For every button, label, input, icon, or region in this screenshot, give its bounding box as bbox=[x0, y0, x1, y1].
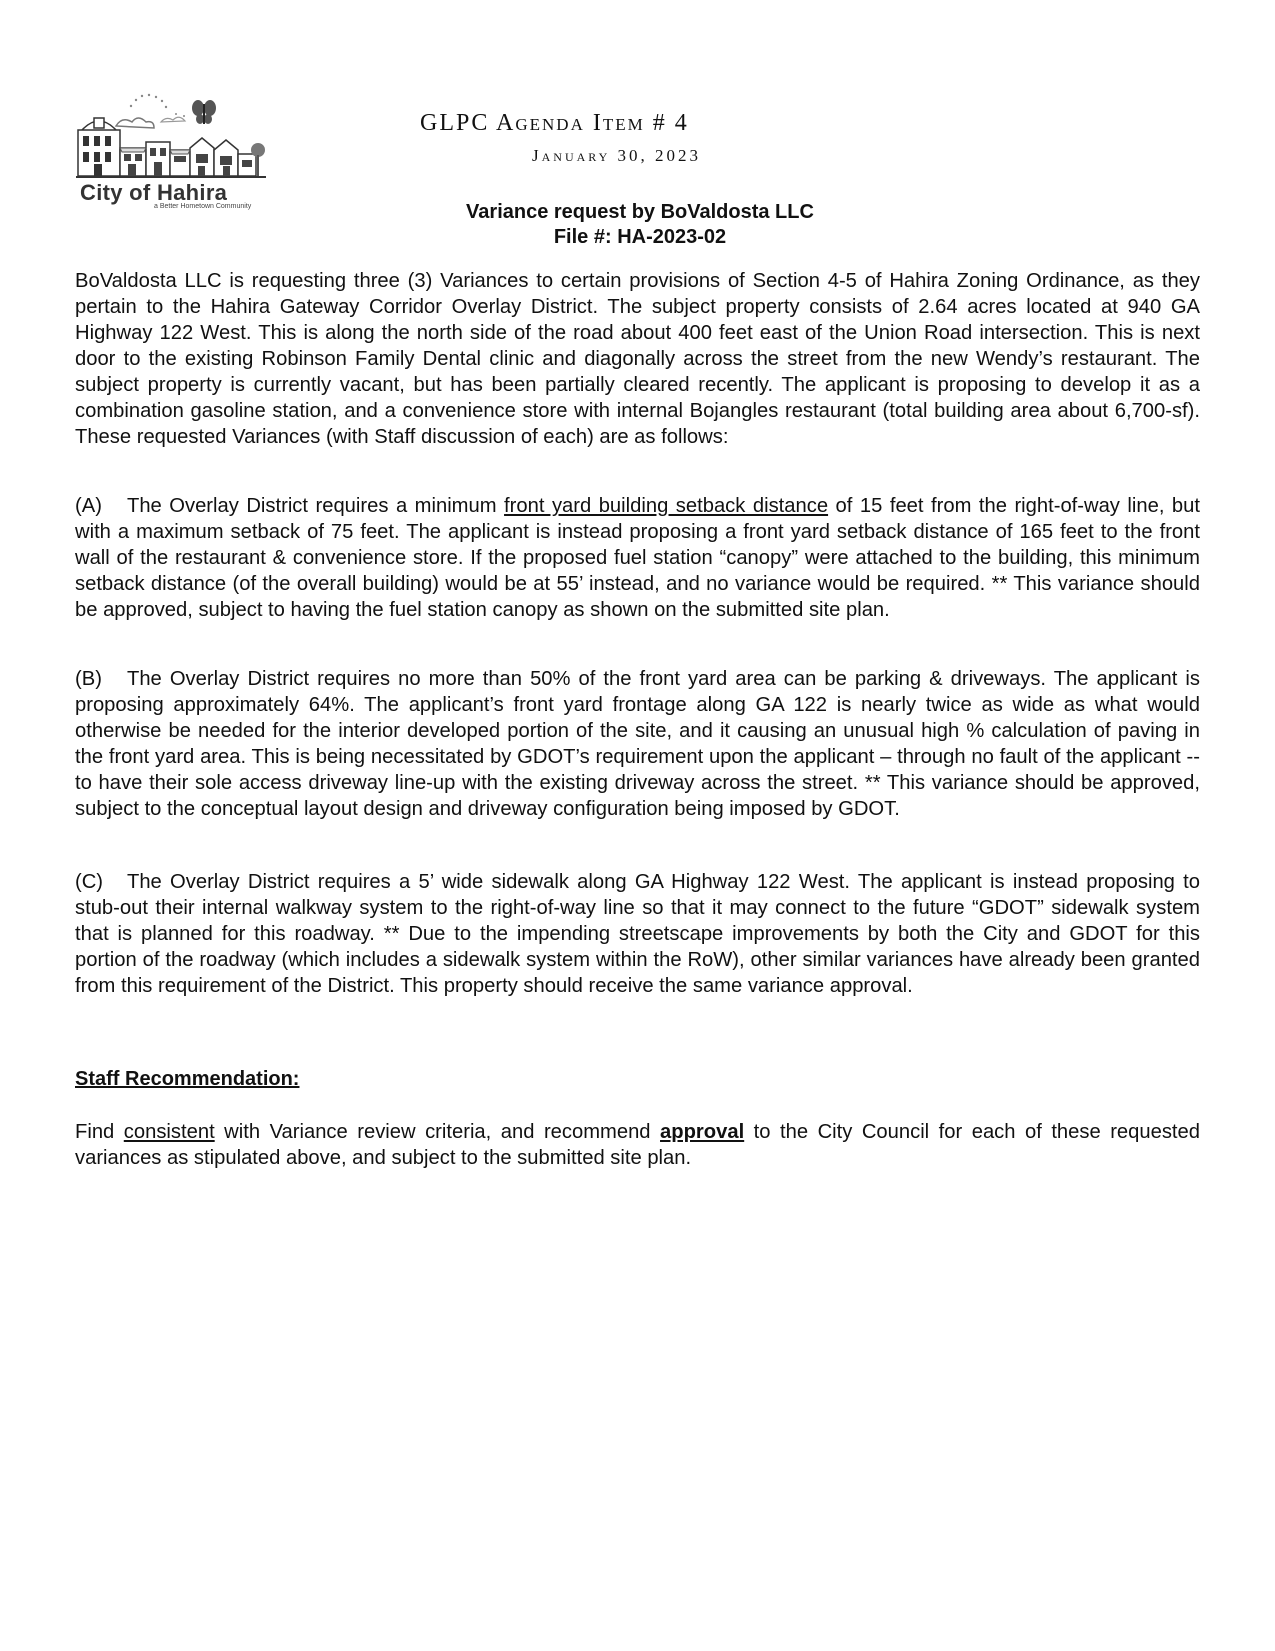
city-logo bbox=[76, 92, 266, 212]
agenda-item-title: GLPC Agenda Item # 4 bbox=[420, 110, 689, 136]
variance-b-paragraph bbox=[75, 666, 1200, 822]
staff-recommendation-heading: Staff Recommendation: bbox=[75, 1068, 300, 1090]
subject-block bbox=[340, 200, 940, 250]
variance-b-text: The Overlay District requires no more than 50% of the front yard area can be parking & driveways. The applicant is proposing approximately 64%. The applicant’s front yard frontage along GA 122 is nearly twice as wide as what would otherwise be needed for the interior developed portion of the site, and it causing an unusual high % calculation of paving in the front yard area. This is being necessitated by GDOT’s requirement upon the applicant – through no fault of the applicant -- to have their sole access driveway line-up with the existing driveway across the street. ** This variance should be approved, subject to the conceptual layout design and driveway configuration being imposed by GDOT. bbox=[75, 668, 1200, 820]
variance-a-label: (A) bbox=[75, 495, 102, 517]
rec-consistent: consistent bbox=[123, 1121, 215, 1143]
rec-approval: approval bbox=[660, 1121, 745, 1143]
rec-text-1: Find bbox=[75, 1121, 124, 1143]
variance-c-label: (C) bbox=[75, 871, 104, 893]
logo-tagline: a Better Hometown Community bbox=[154, 203, 252, 210]
variance-c-paragraph bbox=[75, 869, 1200, 999]
variance-a-text-start: The Overlay District requires a minimum bbox=[127, 495, 505, 517]
variance-a-paragraph bbox=[75, 493, 1200, 623]
town-skyline-icon bbox=[76, 92, 266, 184]
variance-c-text: The Overlay District requires a 5’ wide sidewalk along GA Highway 122 West. The applicant is instead proposing to stub-out their internal walkway system to the right-of-way line so that it may connect to the future “GDOT” sidewalk system that is planned for this roadway. ** Due to the impending streetscape improvements by both the City and GDOT for this portion of the roadway (which includes a sidewalk system within the RoW), other similar variances have already been granted from this requirement of the District. This property should receive the same variance approval. bbox=[75, 871, 1200, 997]
variance-a-underlined-term: front yard building setback distance bbox=[504, 495, 829, 517]
agenda-date: January 30, 2023 bbox=[532, 146, 702, 165]
intro-paragraph: BoValdosta LLC is requesting three (3) Variances to certain provisions of Section 4-5 of Hahira Zoning Ordinance, as they pertain to the Hahira Gateway Corridor Overlay District. The subject property consists of 2.64 acres located at 940 GA Highway 122 West. This is along the north side of the road about 400 feet east of the Union Road intersection. This is next door to the existing Robinson Family Dental clinic and diagonally across the street from the new Wendy’s restaurant. The subject property is currently vacant, but has been partially cleared recently. The applicant is proposing to develop it as a combination gasoline station, and a convenience store with internal Bojangles restaurant (total building area about 6,700-sf). These requested Variances (with Staff discussion of each) are as follows: bbox=[75, 270, 1200, 448]
rec-text-3: to the City Council for each of these requested variances as stipulated above, and subject to the submitted site plan. bbox=[75, 1121, 1200, 1169]
logo-city-name: City of Hahira bbox=[80, 180, 228, 205]
variance-a-text-end: of 15 feet from the right-of-way line, but with a maximum setback of 75 feet. The applicant is instead proposing a front yard setback distance of 165 feet to the front wall of the restaurant & convenience store. If the proposed fuel station “canopy” were attached to the building, this minimum setback distance (of the overall building) would be at 55’ instead, and no variance would be required. ** This variance should be approved, subject to having the fuel station canopy as shown on the submitted site plan. bbox=[75, 495, 1200, 621]
staff-recommendation-paragraph bbox=[75, 1119, 1200, 1171]
variance-b-label: (B) bbox=[75, 668, 102, 690]
rec-text-2: with Variance review criteria, and recommend bbox=[214, 1121, 661, 1143]
file-number: File #: HA-2023-02 bbox=[553, 226, 727, 248]
subject-title: Variance request by BoValdosta LLC bbox=[466, 201, 814, 223]
